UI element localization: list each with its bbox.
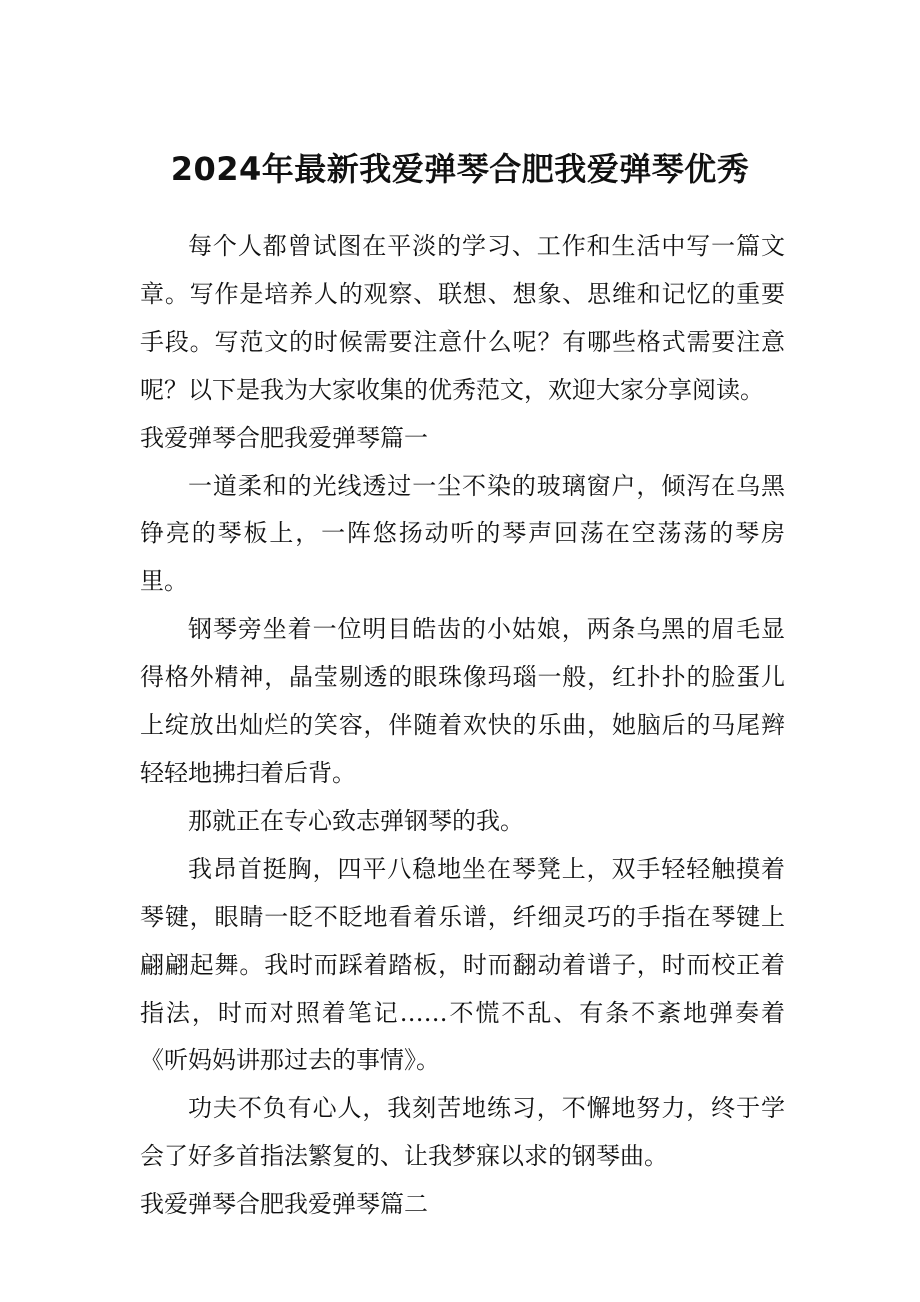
document-title: 2024年最新我爱弹琴合肥我爱弹琴优秀 [170, 150, 750, 188]
body-paragraph: 一道柔和的光线透过一尘不染的玻璃窗户，倾泻在乌黑铮亮的琴板上，一阵悠扬动听的琴声回荡在空荡荡的琴房里。 [140, 471, 785, 596]
section-heading-1: 我爱弹琴合肥我爱弹琴篇一 [140, 423, 428, 452]
section-heading-2: 我爱弹琴合肥我爱弹琴篇二 [140, 1190, 428, 1219]
body-paragraph: 那就正在专心致志弹钢琴的我。 [188, 806, 524, 835]
body-paragraph: 我昂首挺胸，四平八稳地坐在琴凳上，双手轻轻触摸着琴键，眼睛一眨不眨地看着乐谱，纤细灵巧的手指在琴键上翩翩起舞。我时而踩着踏板，时而翻动着谱子，时而校正着指法，时而对照着笔记……不慌不乱、有条不紊地弹奏着《听妈妈讲那过去的事情》。 [140, 854, 785, 1075]
body-paragraph: 功夫不负有心人，我刻苦地练习，不懈地努力，终于学会了好多首指法繁复的、让我梦寐以求的钢琴曲。 [140, 1094, 785, 1171]
document-body [140, 223, 785, 1229]
body-paragraph: 钢琴旁坐着一位明目皓齿的小姑娘，两条乌黑的眉毛显得格外精神，晶莹剔透的眼珠像玛瑙一般，红扑扑的脸蛋儿上绽放出灿烂的笑容，伴随着欢快的乐曲，她脑后的马尾辫轻轻地拂扫着后背。 [140, 615, 785, 787]
intro-paragraph: 每个人都曾试图在平淡的学习、工作和生活中写一篇文章。写作是培养人的观察、联想、想象、思维和记忆的重要手段。写范文的时候需要注意什么呢？有哪些格式需要注意呢？以下是我为大家收集的优秀范文，欢迎大家分享阅读。 [140, 232, 785, 404]
